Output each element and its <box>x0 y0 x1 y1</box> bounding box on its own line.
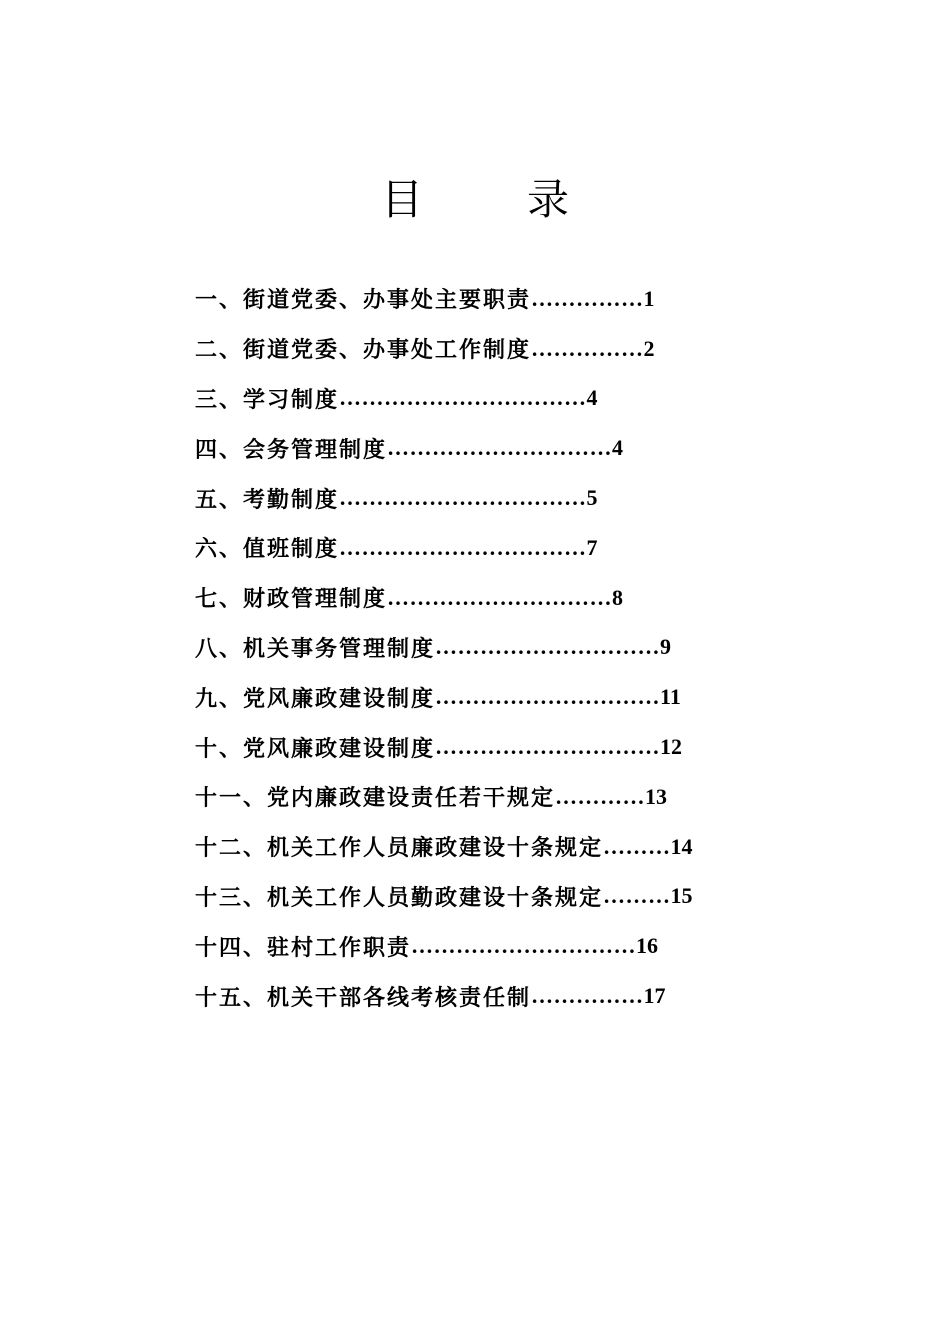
toc-page-number: 1 <box>643 285 655 311</box>
toc-entry-title: 考勤制度 <box>243 486 340 513</box>
toc-entry[interactable] <box>195 473 755 523</box>
toc-entry-number: 一、 <box>195 287 244 314</box>
toc-entry-title: 机关干部各线考核责任制 <box>267 984 532 1011</box>
toc-page-number: 17 <box>643 983 666 1009</box>
toc-page-number: 16 <box>636 933 659 959</box>
toc-entry-title: 街道党委、办事处主要职责 <box>243 287 532 314</box>
toc-entry[interactable] <box>195 623 755 673</box>
toc-entry[interactable] <box>195 523 755 573</box>
toc-page-number: 9 <box>660 634 672 660</box>
toc-entry-number: 八、 <box>195 635 244 662</box>
toc-entry-title: 驻村工作职责 <box>267 934 412 961</box>
toc-leader-dots: ………………………… <box>387 584 613 610</box>
toc-page-number: 13 <box>645 783 668 809</box>
toc-entry-number: 五、 <box>195 486 244 513</box>
toc-page-number: 8 <box>612 584 624 610</box>
toc-page-number: 5 <box>586 485 598 511</box>
toc-entry-number: 七、 <box>195 586 244 613</box>
toc-page-number: 12 <box>660 734 683 760</box>
toc-entry-number: 二、 <box>195 337 244 364</box>
toc-entry-number: 十四、 <box>195 934 268 961</box>
toc-entry[interactable] <box>195 374 755 424</box>
toc-entry-title: 街道党委、办事处工作制度 <box>243 337 532 364</box>
table-of-contents <box>195 274 755 1021</box>
toc-entry-title: 会务管理制度 <box>243 436 388 463</box>
toc-entry[interactable] <box>195 274 755 324</box>
toc-leader-dots: ………………………… <box>387 435 613 461</box>
toc-entry-number: 六、 <box>195 536 244 563</box>
toc-entry-title: 党风廉政建设制度 <box>243 685 436 712</box>
toc-entry[interactable] <box>195 722 755 772</box>
toc-entry[interactable] <box>195 423 755 473</box>
toc-entry[interactable] <box>195 822 755 872</box>
toc-leader-dots: ………… <box>555 783 646 809</box>
toc-leader-dots: …………… <box>531 335 644 361</box>
toc-leader-dots: …………… <box>531 285 644 311</box>
toc-entry-number: 十三、 <box>195 884 268 911</box>
toc-leader-dots: …………… <box>531 983 644 1009</box>
toc-entry[interactable] <box>195 971 755 1021</box>
toc-entry-number: 十二、 <box>195 835 268 862</box>
toc-page-number: 14 <box>670 833 693 859</box>
toc-entry-number: 十五、 <box>195 984 268 1011</box>
toc-entry-title: 党风廉政建设制度 <box>243 735 436 762</box>
toc-leader-dots: …………………………… <box>339 485 587 511</box>
toc-leader-dots: ………………………… <box>435 684 661 710</box>
toc-entry[interactable] <box>195 772 755 822</box>
toc-entry-title: 学习制度 <box>243 386 340 413</box>
toc-leader-dots: ……… <box>603 833 671 859</box>
toc-leader-dots: …………………………… <box>339 534 587 560</box>
toc-entry[interactable] <box>195 872 755 922</box>
toc-entry[interactable] <box>195 573 755 623</box>
toc-leader-dots: ………………………… <box>435 734 661 760</box>
toc-page-number: 2 <box>643 335 655 361</box>
toc-entry-title: 财政管理制度 <box>243 586 388 613</box>
toc-page-number: 4 <box>612 435 624 461</box>
toc-entry-title: 机关工作人员廉政建设十条规定 <box>267 835 604 862</box>
toc-leader-dots: ………………………… <box>435 634 661 660</box>
page-title <box>0 172 950 228</box>
toc-entry-title: 机关事务管理制度 <box>243 635 436 662</box>
toc-entry-number: 十、 <box>195 735 244 762</box>
toc-entry[interactable] <box>195 324 755 374</box>
toc-leader-dots: ……… <box>603 883 671 909</box>
toc-entry[interactable] <box>195 921 755 971</box>
toc-page-number: 11 <box>660 684 681 710</box>
toc-leader-dots: ………………………… <box>411 933 637 959</box>
toc-entry-number: 十一、 <box>195 785 268 812</box>
toc-entry-number: 九、 <box>195 685 244 712</box>
title-char-2: 录 <box>527 175 570 224</box>
toc-leader-dots: …………………………… <box>339 385 587 411</box>
toc-page-number: 4 <box>586 385 598 411</box>
toc-entry-title: 党内廉政建设责任若干规定 <box>267 785 556 812</box>
toc-entry-title: 机关工作人员勤政建设十条规定 <box>267 884 604 911</box>
toc-entry[interactable] <box>195 672 755 722</box>
toc-page-number: 15 <box>670 883 693 909</box>
toc-entry-number: 三、 <box>195 386 244 413</box>
title-char-1: 目 <box>380 175 423 224</box>
toc-entry-number: 四、 <box>195 436 244 463</box>
toc-entry-title: 值班制度 <box>243 536 340 563</box>
toc-page-number: 7 <box>586 534 598 560</box>
